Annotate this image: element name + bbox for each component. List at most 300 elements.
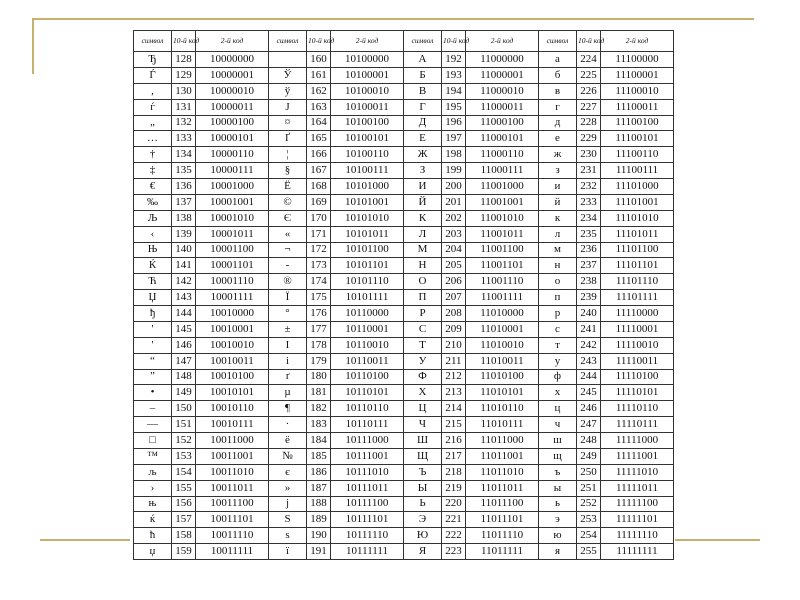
decimal-code-cell: 212 (442, 369, 466, 385)
binary-code-cell: 11011001 (466, 448, 539, 464)
decimal-code-cell: 251 (577, 480, 601, 496)
decimal-code-cell: 142 (172, 274, 196, 290)
decimal-code-cell: 162 (307, 83, 331, 99)
table-row (134, 448, 674, 464)
decimal-code-cell: 178 (307, 337, 331, 353)
symbol-cell: Г (404, 99, 442, 115)
symbol-cell: у (539, 353, 577, 369)
table-row (134, 480, 674, 496)
table-body (134, 52, 674, 560)
decimal-code-cell: 171 (307, 226, 331, 242)
binary-code-cell: 11010000 (466, 306, 539, 322)
table-header-row (134, 31, 674, 52)
symbol-cell: е (539, 131, 577, 147)
symbol-cell: © (269, 194, 307, 210)
decimal-code-cell: 175 (307, 290, 331, 306)
decimal-code-cell: 211 (442, 353, 466, 369)
decimal-code-cell: 234 (577, 210, 601, 226)
decimal-code-cell: 139 (172, 226, 196, 242)
symbol-cell: Б (404, 67, 442, 83)
symbol-cell: ш (539, 433, 577, 449)
decimal-code-cell: 227 (577, 99, 601, 115)
table-row (134, 417, 674, 433)
binary-code-cell: 11010001 (466, 321, 539, 337)
decimal-code-cell: 187 (307, 480, 331, 496)
decimal-code-cell: 146 (172, 337, 196, 353)
symbol-cell: « (269, 226, 307, 242)
decimal-code-cell: 179 (307, 353, 331, 369)
symbol-cell: ' (134, 337, 172, 353)
binary-code-cell: 11110111 (601, 417, 674, 433)
binary-code-cell: 10111110 (331, 528, 404, 544)
binary-code-cell: 10011100 (196, 496, 269, 512)
symbol-cell: ж (539, 147, 577, 163)
symbol-cell: й (539, 194, 577, 210)
binary-code-cell: 10101101 (331, 258, 404, 274)
symbol-cell: Ш (404, 433, 442, 449)
binary-code-cell: 11000100 (466, 115, 539, 131)
slide-bottom-rule-right (675, 539, 760, 541)
binary-code-cell: 10100111 (331, 163, 404, 179)
decimal-code-cell: 164 (307, 115, 331, 131)
symbol-cell: З (404, 163, 442, 179)
symbol-cell: о (539, 274, 577, 290)
binary-code-cell: 11010011 (466, 353, 539, 369)
slide-left-rule (32, 18, 34, 74)
decimal-code-cell: 137 (172, 194, 196, 210)
symbol-cell: ё (269, 433, 307, 449)
decimal-code-cell: 156 (172, 496, 196, 512)
decimal-code-cell: 205 (442, 258, 466, 274)
binary-code-cell: 11111100 (601, 496, 674, 512)
decimal-code-cell: 232 (577, 179, 601, 195)
decimal-code-cell: 223 (442, 544, 466, 560)
binary-code-cell: 11001101 (466, 258, 539, 274)
decimal-code-cell: 144 (172, 306, 196, 322)
decimal-code-cell: 196 (442, 115, 466, 131)
symbol-cell: к (539, 210, 577, 226)
symbol-cell: ¶ (269, 401, 307, 417)
decimal-code-cell: 136 (172, 179, 196, 195)
table-row (134, 67, 674, 83)
decimal-code-cell: 216 (442, 433, 466, 449)
symbol-cell: А (404, 52, 442, 68)
symbol-cell: ‡ (134, 163, 172, 179)
symbol-cell: ™ (134, 448, 172, 464)
table-row (134, 385, 674, 401)
symbol-cell: ђ (134, 306, 172, 322)
binary-code-cell: 11110110 (601, 401, 674, 417)
binary-code-cell: 10100101 (331, 131, 404, 147)
binary-code-cell: 11011110 (466, 528, 539, 544)
binary-code-cell: 11111010 (601, 464, 674, 480)
binary-code-cell: 10000111 (196, 163, 269, 179)
decimal-code-cell: 193 (442, 67, 466, 83)
decimal-code-cell: 128 (172, 52, 196, 68)
symbol-cell: “ (134, 353, 172, 369)
binary-code-cell: 10001110 (196, 274, 269, 290)
decimal-code-cell: 147 (172, 353, 196, 369)
symbol-cell: Н (404, 258, 442, 274)
decimal-code-cell: 141 (172, 258, 196, 274)
decimal-code-cell: 209 (442, 321, 466, 337)
symbol-cell: ј (269, 496, 307, 512)
column-header: 10-й код (577, 31, 601, 52)
symbol-cell: Ѓ (134, 67, 172, 83)
binary-code-cell: 11010101 (466, 385, 539, 401)
binary-code-cell: 10001101 (196, 258, 269, 274)
binary-code-cell: 11011100 (466, 496, 539, 512)
decimal-code-cell: 244 (577, 369, 601, 385)
binary-code-cell: 11101011 (601, 226, 674, 242)
decimal-code-cell: 225 (577, 67, 601, 83)
decimal-code-cell: 202 (442, 210, 466, 226)
decimal-code-cell: 151 (172, 417, 196, 433)
decimal-code-cell: 207 (442, 290, 466, 306)
symbol-cell: · (269, 417, 307, 433)
binary-code-cell: 10111101 (331, 512, 404, 528)
binary-code-cell: 11100000 (601, 52, 674, 68)
binary-code-cell: 11101100 (601, 242, 674, 258)
decimal-code-cell: 185 (307, 448, 331, 464)
binary-code-cell: 11011000 (466, 433, 539, 449)
table-row (134, 274, 674, 290)
binary-code-cell: 11000001 (466, 67, 539, 83)
decimal-code-cell: 236 (577, 242, 601, 258)
binary-code-cell: 10101111 (331, 290, 404, 306)
binary-code-cell: 11110001 (601, 321, 674, 337)
symbol-cell: § (269, 163, 307, 179)
binary-code-cell: 11111111 (601, 544, 674, 560)
column-header: символ (269, 31, 307, 52)
symbol-cell: Ґ (269, 131, 307, 147)
binary-code-cell: 10011011 (196, 480, 269, 496)
symbol-cell: □ (134, 433, 172, 449)
column-header: 10-й код (172, 31, 196, 52)
table-row (134, 369, 674, 385)
binary-code-cell: 11100110 (601, 147, 674, 163)
decimal-code-cell: 242 (577, 337, 601, 353)
symbol-cell: Є (269, 210, 307, 226)
symbol-cell: р (539, 306, 577, 322)
symbol-cell: ќ (134, 512, 172, 528)
decimal-code-cell: 159 (172, 544, 196, 560)
binary-code-cell: 11001010 (466, 210, 539, 226)
decimal-code-cell: 192 (442, 52, 466, 68)
symbol-cell: › (134, 480, 172, 496)
decimal-code-cell: 189 (307, 512, 331, 528)
decimal-code-cell: 239 (577, 290, 601, 306)
binary-code-cell: 11101110 (601, 274, 674, 290)
symbol-cell: п (539, 290, 577, 306)
table-row (134, 258, 674, 274)
symbol-cell: » (269, 480, 307, 496)
decimal-code-cell: 194 (442, 83, 466, 99)
decimal-code-cell: 206 (442, 274, 466, 290)
binary-code-cell: 11001110 (466, 274, 539, 290)
table-row (134, 226, 674, 242)
decimal-code-cell: 213 (442, 385, 466, 401)
binary-code-cell: 10011110 (196, 528, 269, 544)
decimal-code-cell: 148 (172, 369, 196, 385)
binary-code-cell: 10010001 (196, 321, 269, 337)
slide-top-rule (32, 18, 754, 20)
table-row (134, 210, 674, 226)
symbol-cell: ч (539, 417, 577, 433)
table-row (134, 401, 674, 417)
binary-code-cell: 11110011 (601, 353, 674, 369)
symbol-cell: ' (134, 321, 172, 337)
binary-code-cell: 11001100 (466, 242, 539, 258)
table-row (134, 290, 674, 306)
binary-code-cell: 11100001 (601, 67, 674, 83)
decimal-code-cell: 155 (172, 480, 196, 496)
symbol-cell: є (269, 464, 307, 480)
symbol-cell: „ (134, 115, 172, 131)
symbol-cell: я (539, 544, 577, 560)
table-row (134, 433, 674, 449)
binary-code-cell: 10000110 (196, 147, 269, 163)
decimal-code-cell: 174 (307, 274, 331, 290)
symbol-cell: ” (134, 369, 172, 385)
symbol-cell: М (404, 242, 442, 258)
symbol-cell: Ы (404, 480, 442, 496)
symbol-cell: ѓ (134, 99, 172, 115)
decimal-code-cell: 201 (442, 194, 466, 210)
decimal-code-cell: 134 (172, 147, 196, 163)
binary-code-cell: 10011001 (196, 448, 269, 464)
binary-code-cell: 11000111 (466, 163, 539, 179)
column-header: символ (134, 31, 172, 52)
table-row (134, 115, 674, 131)
table-row (134, 83, 674, 99)
decimal-code-cell: 157 (172, 512, 196, 528)
binary-code-cell: 11110010 (601, 337, 674, 353)
symbol-cell: і (269, 353, 307, 369)
symbol-cell: Ј (269, 99, 307, 115)
decimal-code-cell: 253 (577, 512, 601, 528)
binary-code-cell: 11000110 (466, 147, 539, 163)
symbol-cell: Я (404, 544, 442, 560)
decimal-code-cell: 249 (577, 448, 601, 464)
binary-code-cell: 10010010 (196, 337, 269, 353)
binary-code-cell: 11001011 (466, 226, 539, 242)
symbol-cell: э (539, 512, 577, 528)
binary-code-cell: 11100100 (601, 115, 674, 131)
binary-code-cell: 10110110 (331, 401, 404, 417)
decimal-code-cell: 208 (442, 306, 466, 322)
decimal-code-cell: 188 (307, 496, 331, 512)
symbol-cell: Ц (404, 401, 442, 417)
binary-code-cell: 11001000 (466, 179, 539, 195)
decimal-code-cell: 214 (442, 401, 466, 417)
binary-code-cell: 11011010 (466, 464, 539, 480)
symbol-cell: Э (404, 512, 442, 528)
symbol-cell: Щ (404, 448, 442, 464)
table-row (134, 179, 674, 195)
binary-code-cell: 11111011 (601, 480, 674, 496)
symbol-cell: В (404, 83, 442, 99)
binary-code-cell: 10001011 (196, 226, 269, 242)
decimal-code-cell: 140 (172, 242, 196, 258)
symbol-cell: г (539, 99, 577, 115)
symbol-cell: ґ (269, 369, 307, 385)
table-row (134, 353, 674, 369)
symbol-cell: — (134, 417, 172, 433)
binary-code-cell: 10110001 (331, 321, 404, 337)
symbol-cell: Џ (134, 290, 172, 306)
symbol-cell: К (404, 210, 442, 226)
table-row (134, 512, 674, 528)
symbol-cell: ї (269, 544, 307, 560)
decimal-code-cell: 166 (307, 147, 331, 163)
decimal-code-cell: 169 (307, 194, 331, 210)
table-row (134, 242, 674, 258)
binary-code-cell: 10001010 (196, 210, 269, 226)
symbol-cell: ¦ (269, 147, 307, 163)
column-header: 10-й код (307, 31, 331, 52)
decimal-code-cell: 217 (442, 448, 466, 464)
table-row (134, 544, 674, 560)
symbol-cell: щ (539, 448, 577, 464)
symbol-cell: ± (269, 321, 307, 337)
binary-code-cell: 11010110 (466, 401, 539, 417)
symbol-cell: б (539, 67, 577, 83)
decimal-code-cell: 170 (307, 210, 331, 226)
symbol-cell: , (134, 83, 172, 99)
binary-code-cell: 10100011 (331, 99, 404, 115)
symbol-cell: ¤ (269, 115, 307, 131)
column-header: 2-й код (196, 31, 269, 52)
decimal-code-cell: 184 (307, 433, 331, 449)
column-header: 2-й код (331, 31, 404, 52)
decimal-code-cell: 176 (307, 306, 331, 322)
symbol-cell: Ф (404, 369, 442, 385)
binary-code-cell: 11110101 (601, 385, 674, 401)
binary-code-cell: 10010011 (196, 353, 269, 369)
decimal-code-cell: 235 (577, 226, 601, 242)
decimal-code-cell: 210 (442, 337, 466, 353)
symbol-cell: ю (539, 528, 577, 544)
symbol-cell: ў (269, 83, 307, 99)
binary-code-cell: 10010110 (196, 401, 269, 417)
symbol-cell: Т (404, 337, 442, 353)
decimal-code-cell: 195 (442, 99, 466, 115)
binary-code-cell: 10001001 (196, 194, 269, 210)
decimal-code-cell: 149 (172, 385, 196, 401)
symbol-cell: ‰ (134, 194, 172, 210)
symbol-cell: О (404, 274, 442, 290)
symbol-cell: € (134, 179, 172, 195)
table-row (134, 337, 674, 353)
binary-code-cell: 10011000 (196, 433, 269, 449)
symbol-cell (269, 52, 307, 68)
slide-bottom-rule-left (40, 539, 130, 541)
decimal-code-cell: 158 (172, 528, 196, 544)
binary-code-cell: 10011010 (196, 464, 269, 480)
binary-code-cell: 11100111 (601, 163, 674, 179)
symbol-cell: У (404, 353, 442, 369)
binary-code-cell: 10111010 (331, 464, 404, 480)
table-row (134, 99, 674, 115)
binary-code-cell: 11000101 (466, 131, 539, 147)
decimal-code-cell: 177 (307, 321, 331, 337)
binary-code-cell: 10101000 (331, 179, 404, 195)
binary-code-cell: 10110000 (331, 306, 404, 322)
binary-code-cell: 10111000 (331, 433, 404, 449)
binary-code-cell: 10100110 (331, 147, 404, 163)
binary-code-cell: 10111011 (331, 480, 404, 496)
symbol-cell: ф (539, 369, 577, 385)
symbol-cell: л (539, 226, 577, 242)
symbol-cell: Ќ (134, 258, 172, 274)
decimal-code-cell: 132 (172, 115, 196, 131)
binary-code-cell: 10000000 (196, 52, 269, 68)
binary-code-cell: 11001001 (466, 194, 539, 210)
symbol-cell: Й (404, 194, 442, 210)
decimal-code-cell: 182 (307, 401, 331, 417)
table-row (134, 131, 674, 147)
table-row (134, 306, 674, 322)
symbol-cell: Л (404, 226, 442, 242)
decimal-code-cell: 197 (442, 131, 466, 147)
binary-code-cell: 10000011 (196, 99, 269, 115)
symbol-cell: т (539, 337, 577, 353)
symbol-cell: д (539, 115, 577, 131)
binary-code-cell: 10001000 (196, 179, 269, 195)
binary-code-cell: 11111001 (601, 448, 674, 464)
column-header: 10-й код (442, 31, 466, 52)
column-header: символ (404, 31, 442, 52)
decimal-code-cell: 247 (577, 417, 601, 433)
table-row (134, 163, 674, 179)
binary-code-cell: 10111001 (331, 448, 404, 464)
decimal-code-cell: 233 (577, 194, 601, 210)
binary-code-cell: 11111000 (601, 433, 674, 449)
symbol-cell: Ђ (134, 52, 172, 68)
table-row (134, 321, 674, 337)
decimal-code-cell: 229 (577, 131, 601, 147)
symbol-cell: ‹ (134, 226, 172, 242)
decimal-code-cell: 240 (577, 306, 601, 322)
decimal-code-cell: 245 (577, 385, 601, 401)
binary-code-cell: 11100010 (601, 83, 674, 99)
symbol-cell: • (134, 385, 172, 401)
binary-code-cell: 11001111 (466, 290, 539, 306)
decimal-code-cell: 183 (307, 417, 331, 433)
decimal-code-cell: 173 (307, 258, 331, 274)
symbol-cell: ы (539, 480, 577, 496)
binary-code-cell: 10101010 (331, 210, 404, 226)
decimal-code-cell: 168 (307, 179, 331, 195)
binary-code-cell: 10110011 (331, 353, 404, 369)
binary-code-cell: 11000000 (466, 52, 539, 68)
binary-code-cell: 10101100 (331, 242, 404, 258)
decimal-code-cell: 181 (307, 385, 331, 401)
binary-code-cell: 10110101 (331, 385, 404, 401)
symbol-cell: Ь (404, 496, 442, 512)
decimal-code-cell: 219 (442, 480, 466, 496)
table-row (134, 194, 674, 210)
decimal-code-cell: 254 (577, 528, 601, 544)
binary-code-cell: 11011111 (466, 544, 539, 560)
binary-code-cell: 10110100 (331, 369, 404, 385)
symbol-cell: Р (404, 306, 442, 322)
symbol-cell: † (134, 147, 172, 163)
symbol-cell: С (404, 321, 442, 337)
decimal-code-cell: 145 (172, 321, 196, 337)
decimal-code-cell: 191 (307, 544, 331, 560)
